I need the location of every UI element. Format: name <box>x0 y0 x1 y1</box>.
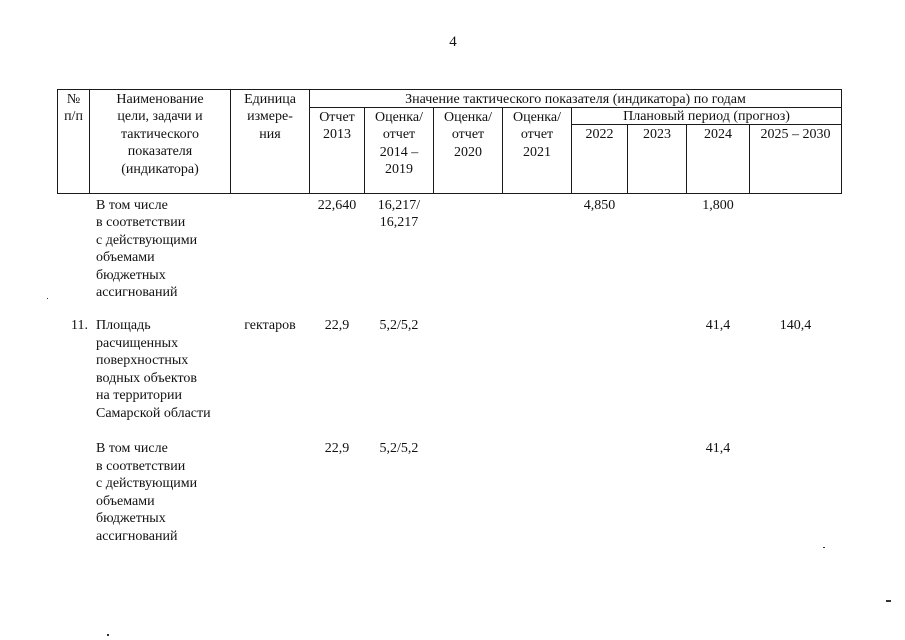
row2-name-line-5: на территории <box>96 388 182 403</box>
scan-speck <box>107 634 109 636</box>
header-est-2014-line-1: Оценка/ <box>374 110 423 125</box>
header-top-border <box>57 89 842 90</box>
row3-name-line-4: объемами <box>96 494 155 509</box>
row1-name-line-3: с действующими <box>96 233 198 248</box>
col-border-11 <box>841 89 842 194</box>
row2-est-2014: 5,2/5,2 <box>379 318 419 333</box>
header-unit-line-3: ния <box>259 127 281 142</box>
header-name-line-2: цели, задачи и <box>117 109 203 124</box>
scan-speck <box>886 600 891 602</box>
row2-year-2024: 41,4 <box>705 318 731 333</box>
header-bottom-border <box>57 193 842 194</box>
row3-year-2024: 41,4 <box>705 441 731 456</box>
header-year-2023: 2023 <box>643 127 671 142</box>
header-est-2021-line-3: 2021 <box>523 145 551 160</box>
header-est-2014-line-4: 2019 <box>385 162 413 177</box>
row2-name-line-6: Самарской области <box>96 406 211 421</box>
row1-year-2022: 4,850 <box>583 198 616 213</box>
scan-speck <box>47 298 48 299</box>
header-name-line-1: Наименование <box>116 92 204 107</box>
row1-name-line-5: бюджетных <box>96 268 166 283</box>
header-est-2014-line-3: 2014 – <box>379 145 419 160</box>
header-year-2025-2030: 2025 – 2030 <box>760 127 831 142</box>
header-est-2014-line-2: отчет <box>382 127 416 142</box>
header-unit-line-2: измере- <box>247 109 293 124</box>
row2-num: 11. <box>71 318 88 333</box>
scan-speck <box>823 547 825 548</box>
row2-report-2013: 22,9 <box>324 318 350 333</box>
row1-est-2014-line-1: 16,217/ <box>377 198 421 213</box>
row1-name-line-2: в соответствии <box>96 215 186 230</box>
row1-est-2014-line-2: 16,217 <box>379 215 419 230</box>
header-num-line-2: п/п <box>64 109 83 124</box>
header-est-2021-line-2: отчет <box>520 127 554 142</box>
row1-year-2024: 1,800 <box>702 198 734 213</box>
row3-name-line-6: ассигнований <box>96 529 178 544</box>
header-report-2013-line-2: 2013 <box>323 127 351 142</box>
row1-name-line-6: ассигнований <box>96 285 178 300</box>
header-unit-line-1: Единица <box>244 92 296 107</box>
row2-name-line-1: Площадь <box>96 318 151 333</box>
page-number: 4 <box>449 34 457 50</box>
header-est-2020-line-2: отчет <box>451 127 485 142</box>
header-est-2021-line-1: Оценка/ <box>512 110 561 125</box>
header-year-2022: 2022 <box>585 127 614 142</box>
row2-name-line-4: водных объектов <box>96 371 198 386</box>
row3-name-line-5: бюджетных <box>96 511 166 526</box>
row3-name-line-1: В том числе <box>96 441 168 456</box>
header-name-line-5: (индикатора) <box>121 162 199 177</box>
header-est-2020-line-3: 2020 <box>454 145 482 160</box>
row2-year-2025-2030: 140,4 <box>779 318 812 333</box>
header-year-2024: 2024 <box>704 127 732 142</box>
row3-report-2013: 22,9 <box>324 441 350 456</box>
header-name-line-3: тактического <box>120 127 200 142</box>
row2-name-line-3: поверхностных <box>96 353 189 368</box>
header-plan-title: Плановый период (прогноз) <box>623 109 790 124</box>
header-name-line-4: показателя <box>127 144 193 159</box>
row3-est-2014: 5,2/5,2 <box>379 441 419 456</box>
row3-name-line-3: с действующими <box>96 476 198 491</box>
row1-name-line-1: В том числе <box>96 198 168 213</box>
row2-name-line-2: расчищенных <box>96 336 179 351</box>
header-report-2013-line-1: Отчет <box>319 110 355 125</box>
row1-report-2013: 22,640 <box>317 198 357 213</box>
header-est-2020-line-1: Оценка/ <box>443 110 492 125</box>
header-values-title: Значение тактического показателя (индикатора) по годам <box>405 92 746 107</box>
row1-name-line-4: объемами <box>96 250 155 265</box>
row3-name-line-2: в соответствии <box>96 459 186 474</box>
row2-unit: гектаров <box>244 318 296 333</box>
header-num-line-1: № <box>66 92 81 107</box>
